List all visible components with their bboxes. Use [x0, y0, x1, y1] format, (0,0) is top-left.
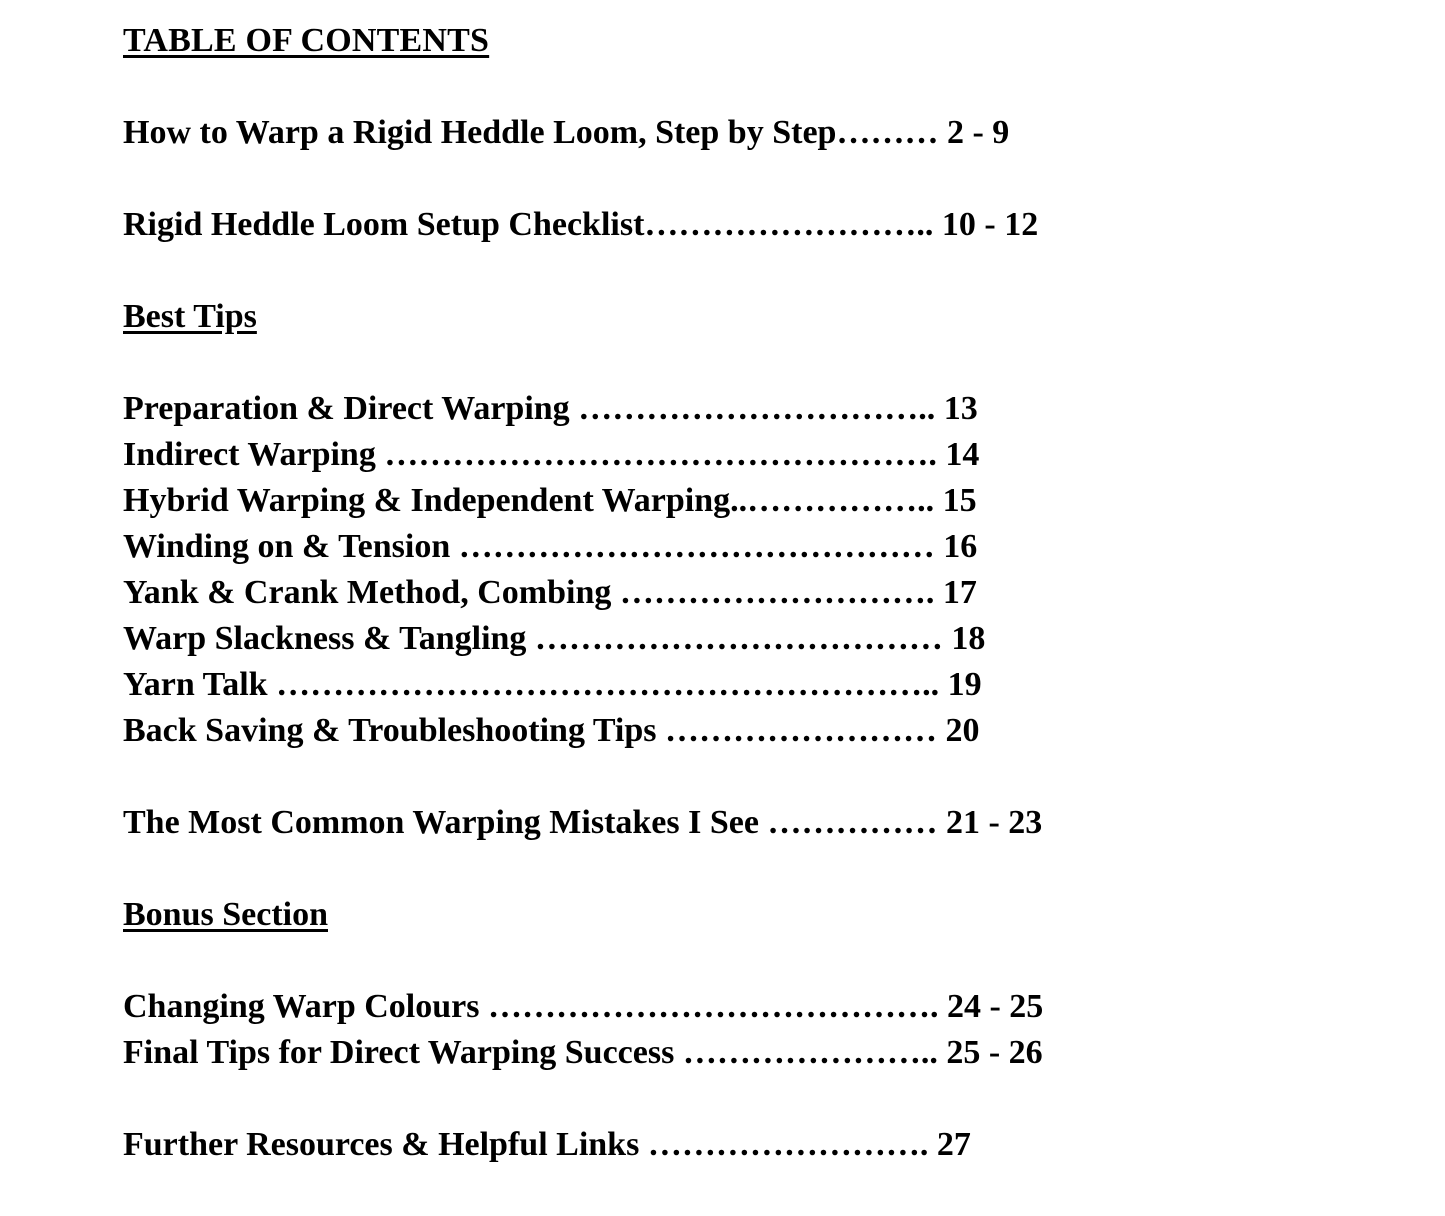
toc-entry-page: 10 - 12 [941, 206, 1039, 243]
leader-dots: ……………………. [647, 1126, 929, 1163]
toc-entry-page: 13 [943, 390, 978, 427]
toc-entry-preparation-direct-warping[interactable] [123, 386, 1303, 432]
toc-entry-page: 2 - 9 [946, 114, 1010, 151]
section-heading-label: Bonus Section [123, 896, 328, 933]
toc-entry-back-saving-troubleshooting[interactable] [123, 708, 1303, 754]
toc-entry-label: Rigid Heddle Loom Setup Checklist [123, 206, 645, 243]
leader-dots: ………………………………………………….. [276, 666, 940, 703]
toc-entry-label: Indirect Warping [123, 436, 385, 473]
toc-entry-label: Warp Slackness & Tangling [123, 620, 535, 657]
toc-entry-page: 24 - 25 [946, 988, 1044, 1025]
spacer [123, 340, 1303, 386]
toc-entry-page: 19 [947, 666, 982, 703]
toc-entry-page: 17 [942, 574, 977, 611]
toc-entry-setup-checklist[interactable] [123, 202, 1303, 248]
toc-entry-label: Hybrid Warping & Independent Warping [123, 482, 731, 519]
leader-dots: ………………………….. [578, 390, 936, 427]
leader-dots: ……………………………… [534, 620, 943, 657]
spacer [123, 754, 1303, 800]
leader-dots: ……… [836, 114, 939, 151]
toc-entry-label: Final Tips for Direct Warping Success [123, 1034, 683, 1071]
toc-entry-label: Further Resources & Helpful Links [123, 1126, 648, 1163]
leader-dots: …………………… [665, 712, 937, 749]
spacer [123, 1076, 1303, 1122]
toc-entry-label: Back Saving & Troubleshooting Tips [123, 712, 665, 749]
leader-dots: …………………………………. [487, 988, 939, 1025]
toc-entry-final-tips-direct-warping[interactable] [123, 1030, 1303, 1076]
toc-entry-label: Preparation & Direct Warping [123, 390, 579, 427]
spacer [123, 248, 1303, 294]
toc-entry-how-to-warp[interactable] [123, 110, 1303, 156]
section-heading-label: Best Tips [123, 298, 257, 335]
leader-dots: …………………….. [644, 206, 934, 243]
page-title-text: TABLE OF CONTENTS [123, 22, 490, 59]
toc-entry-yank-crank-combing[interactable] [123, 570, 1303, 616]
toc-entry-page: 27 [936, 1126, 971, 1163]
toc-entry-warp-slackness-tangling[interactable] [123, 616, 1303, 662]
toc-entry-page: 25 - 26 [946, 1034, 1043, 1071]
toc-entry-changing-warp-colours[interactable] [123, 984, 1303, 1030]
toc-entry-page: 20 [945, 712, 980, 749]
toc-entry-page: 16 [943, 528, 978, 565]
toc-entry-label: Winding on & Tension [123, 528, 459, 565]
toc-entry-further-resources[interactable] [123, 1122, 1303, 1168]
toc-entry-label: How to Warp a Rigid Heddle Loom, Step by Step [123, 114, 837, 151]
toc-entry-page: 15 [942, 482, 977, 519]
toc-entry-page: 21 - 23 [945, 804, 1043, 841]
toc-entry-page: 18 [951, 620, 986, 657]
leader-dots: ………………….. [682, 1034, 938, 1071]
spacer [123, 938, 1303, 984]
toc-entry-label: Yank & Crank Method, Combing [123, 574, 620, 611]
toc-entry-winding-on-tension[interactable] [123, 524, 1303, 570]
toc-entry-page: 14 [945, 436, 980, 473]
spacer [123, 156, 1303, 202]
leader-dots: …………… [767, 804, 938, 841]
spacer [123, 64, 1303, 110]
section-heading-best-tips [123, 294, 1303, 340]
toc-entry-label: Changing Warp Colours [123, 988, 488, 1025]
toc-entry-label: Yarn Talk [123, 666, 277, 703]
leader-dots: ..…………….. [730, 482, 935, 519]
table-of-contents [123, 18, 1303, 1168]
spacer [123, 846, 1303, 892]
toc-entry-yarn-talk[interactable] [123, 662, 1303, 708]
leader-dots: …………………………………… [458, 528, 935, 565]
toc-entry-hybrid-independent-warping[interactable] [123, 478, 1303, 524]
page-title [123, 18, 1303, 64]
toc-entry-label: The Most Common Warping Mistakes I See [123, 804, 768, 841]
toc-entry-common-warping-mistakes[interactable] [123, 800, 1303, 846]
toc-entry-indirect-warping[interactable] [123, 432, 1303, 478]
section-heading-bonus-section [123, 892, 1303, 938]
leader-dots: ………………………. [619, 574, 935, 611]
leader-dots: …………………………………………. [384, 436, 937, 473]
